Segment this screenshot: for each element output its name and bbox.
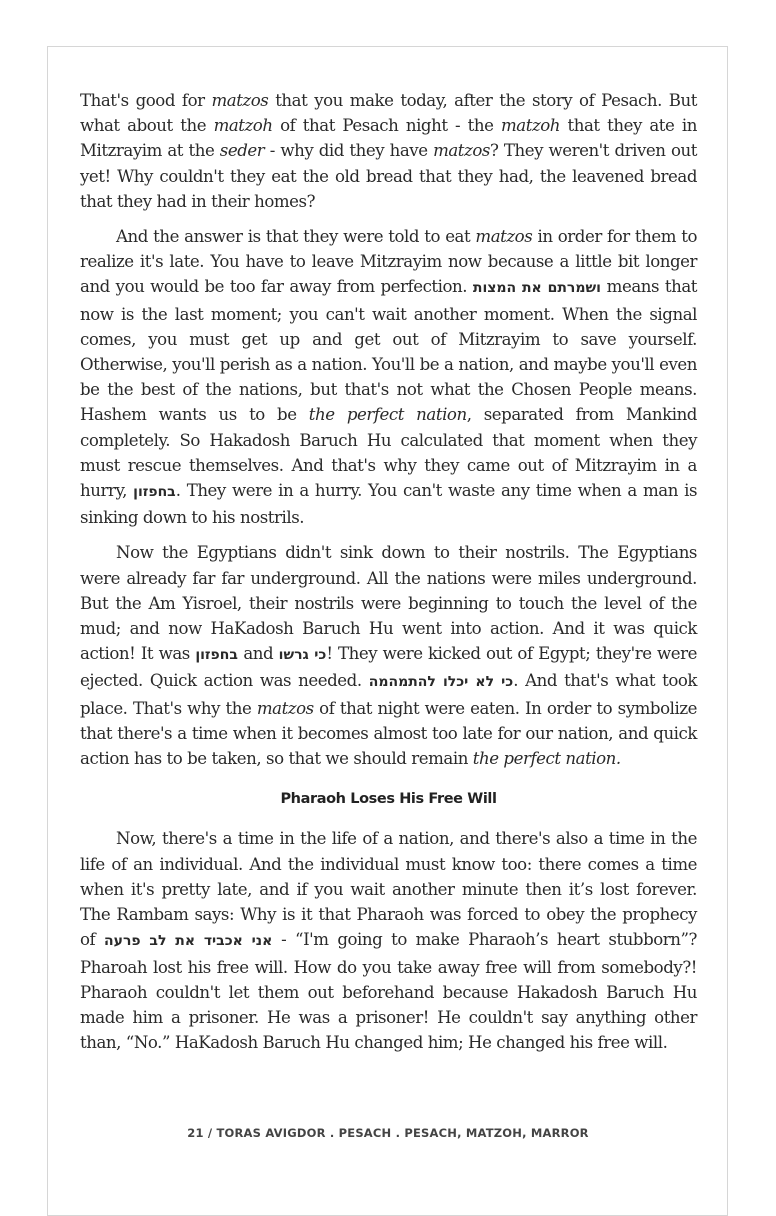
- hebrew-quote: בחפזון: [133, 484, 176, 501]
- italic-text: the perfect nation.: [472, 749, 621, 769]
- text-run: that they ate in Mitzrayim at the: [80, 116, 697, 161]
- italic-text: seder: [219, 141, 265, 161]
- section-heading: Pharaoh Loses His Free Will: [280, 791, 497, 808]
- paragraph: [80, 826, 697, 1055]
- section-intro: [80, 88, 697, 771]
- hebrew-quote: בחפזון: [195, 647, 238, 664]
- text-run: means that now is the last moment; you can't wait another moment. When the signal comes, you must get up and get out of Mitzrayim to save yourself. Otherwise, you'll perish as a nation. You'll be a nation, and maybe you'll even be the best of the nations, but that's not what the Chosen People means. Hashem wants us to be: [80, 277, 697, 425]
- text-run: of that night were eaten. In order to symbolize that there's a time when it becomes almost too late for our nation, and quick action has to be taken, so that we should remain: [80, 698, 697, 769]
- text-run: Now the Egyptians didn't sink down to their nostrils. The Egyptians were already far far underground. All the nations were miles underground. But the Am Yisroel, their nostrils were beginning to touch the level of the mud; and now HaKadosh Baruch Hu went into action. And it was quick action! It was: [80, 543, 697, 664]
- paragraph: [80, 88, 697, 214]
- text-run: ! They were kicked out of Egypt; they're were ejected. Quick action was needed.: [80, 644, 697, 691]
- text-run: That's good for: [80, 91, 212, 110]
- paragraph: [80, 224, 697, 530]
- text-run: - why did they have: [264, 141, 434, 161]
- paragraph: [80, 540, 697, 771]
- hebrew-quote: כי לא יכלו להתמהמה: [368, 674, 514, 691]
- text-run: Now, there's a time in the life of a nation, and there's also a time in the life of an individual. And the individual must know too: there comes a time when it's pretty late, and if you wait another minute then it’s lost forever. The Rambam says: Why is it that Pharaoh was forced to obey the prophecy of: [80, 829, 697, 950]
- text-run: . And that's what took place. That's why the: [80, 671, 698, 718]
- italic-text: the perfect nation: [308, 405, 467, 425]
- text-run: - “I'm going to make Pharaoh’s heart stubborn”? Pharoah lost his free will. How do you take away free will from somebody?! Pharaoh couldn't let them out beforehand because Hakadosh Baruch Hu made him a prisoner. He was a prisoner! He couldn't say anything other than, “No.” HaKadosh Baruch Hu changed him; He changed his free will.: [80, 930, 697, 1053]
- italic-text: matzos: [475, 227, 533, 247]
- text-run: ? They weren't driven out yet! Why couldn't they eat the old bread that they had, the leavened bread that they had in their homes?: [80, 141, 697, 211]
- italic-text: matzoh: [501, 116, 561, 136]
- hebrew-quote: ושמרתם את המצות: [472, 280, 601, 297]
- text-run: , separated from Mankind completely. So Hakadosh Baruch Hu calculated that moment when they must rescue themselves. And that's why they came out of Mitzrayim in a hurry,: [80, 405, 697, 501]
- italic-text: matzoh: [213, 116, 273, 136]
- text-run: And the answer is that they were told to eat: [116, 227, 476, 247]
- text-run: . They were in a hurry. You can't waste any time when a man is sinking down to his nostrils.: [80, 481, 698, 528]
- italic-text: matzos: [433, 141, 490, 161]
- hebrew-quote: כי גרשו: [278, 647, 327, 664]
- section-pharaoh: [80, 826, 697, 1055]
- text-run: that you make today, after the story of Pesach. But what about the: [80, 91, 697, 136]
- hebrew-quote: אני אכביד את לב פרעה: [104, 933, 273, 950]
- text-run: in order for them to realize it's late. You have to leave Mitzrayim now because a little bit longer and you would be too far away from perfection.: [80, 227, 697, 297]
- text-run: of that Pesach night - the: [272, 116, 501, 136]
- document-body: [80, 88, 697, 1065]
- page-footer: 21 / TORAS AVIGDOR . PESACH . PESACH, MATZOH, MARROR: [187, 1126, 589, 1140]
- text-run: and: [237, 644, 279, 664]
- italic-text: matzos: [211, 91, 269, 110]
- italic-text: matzos: [256, 698, 314, 718]
